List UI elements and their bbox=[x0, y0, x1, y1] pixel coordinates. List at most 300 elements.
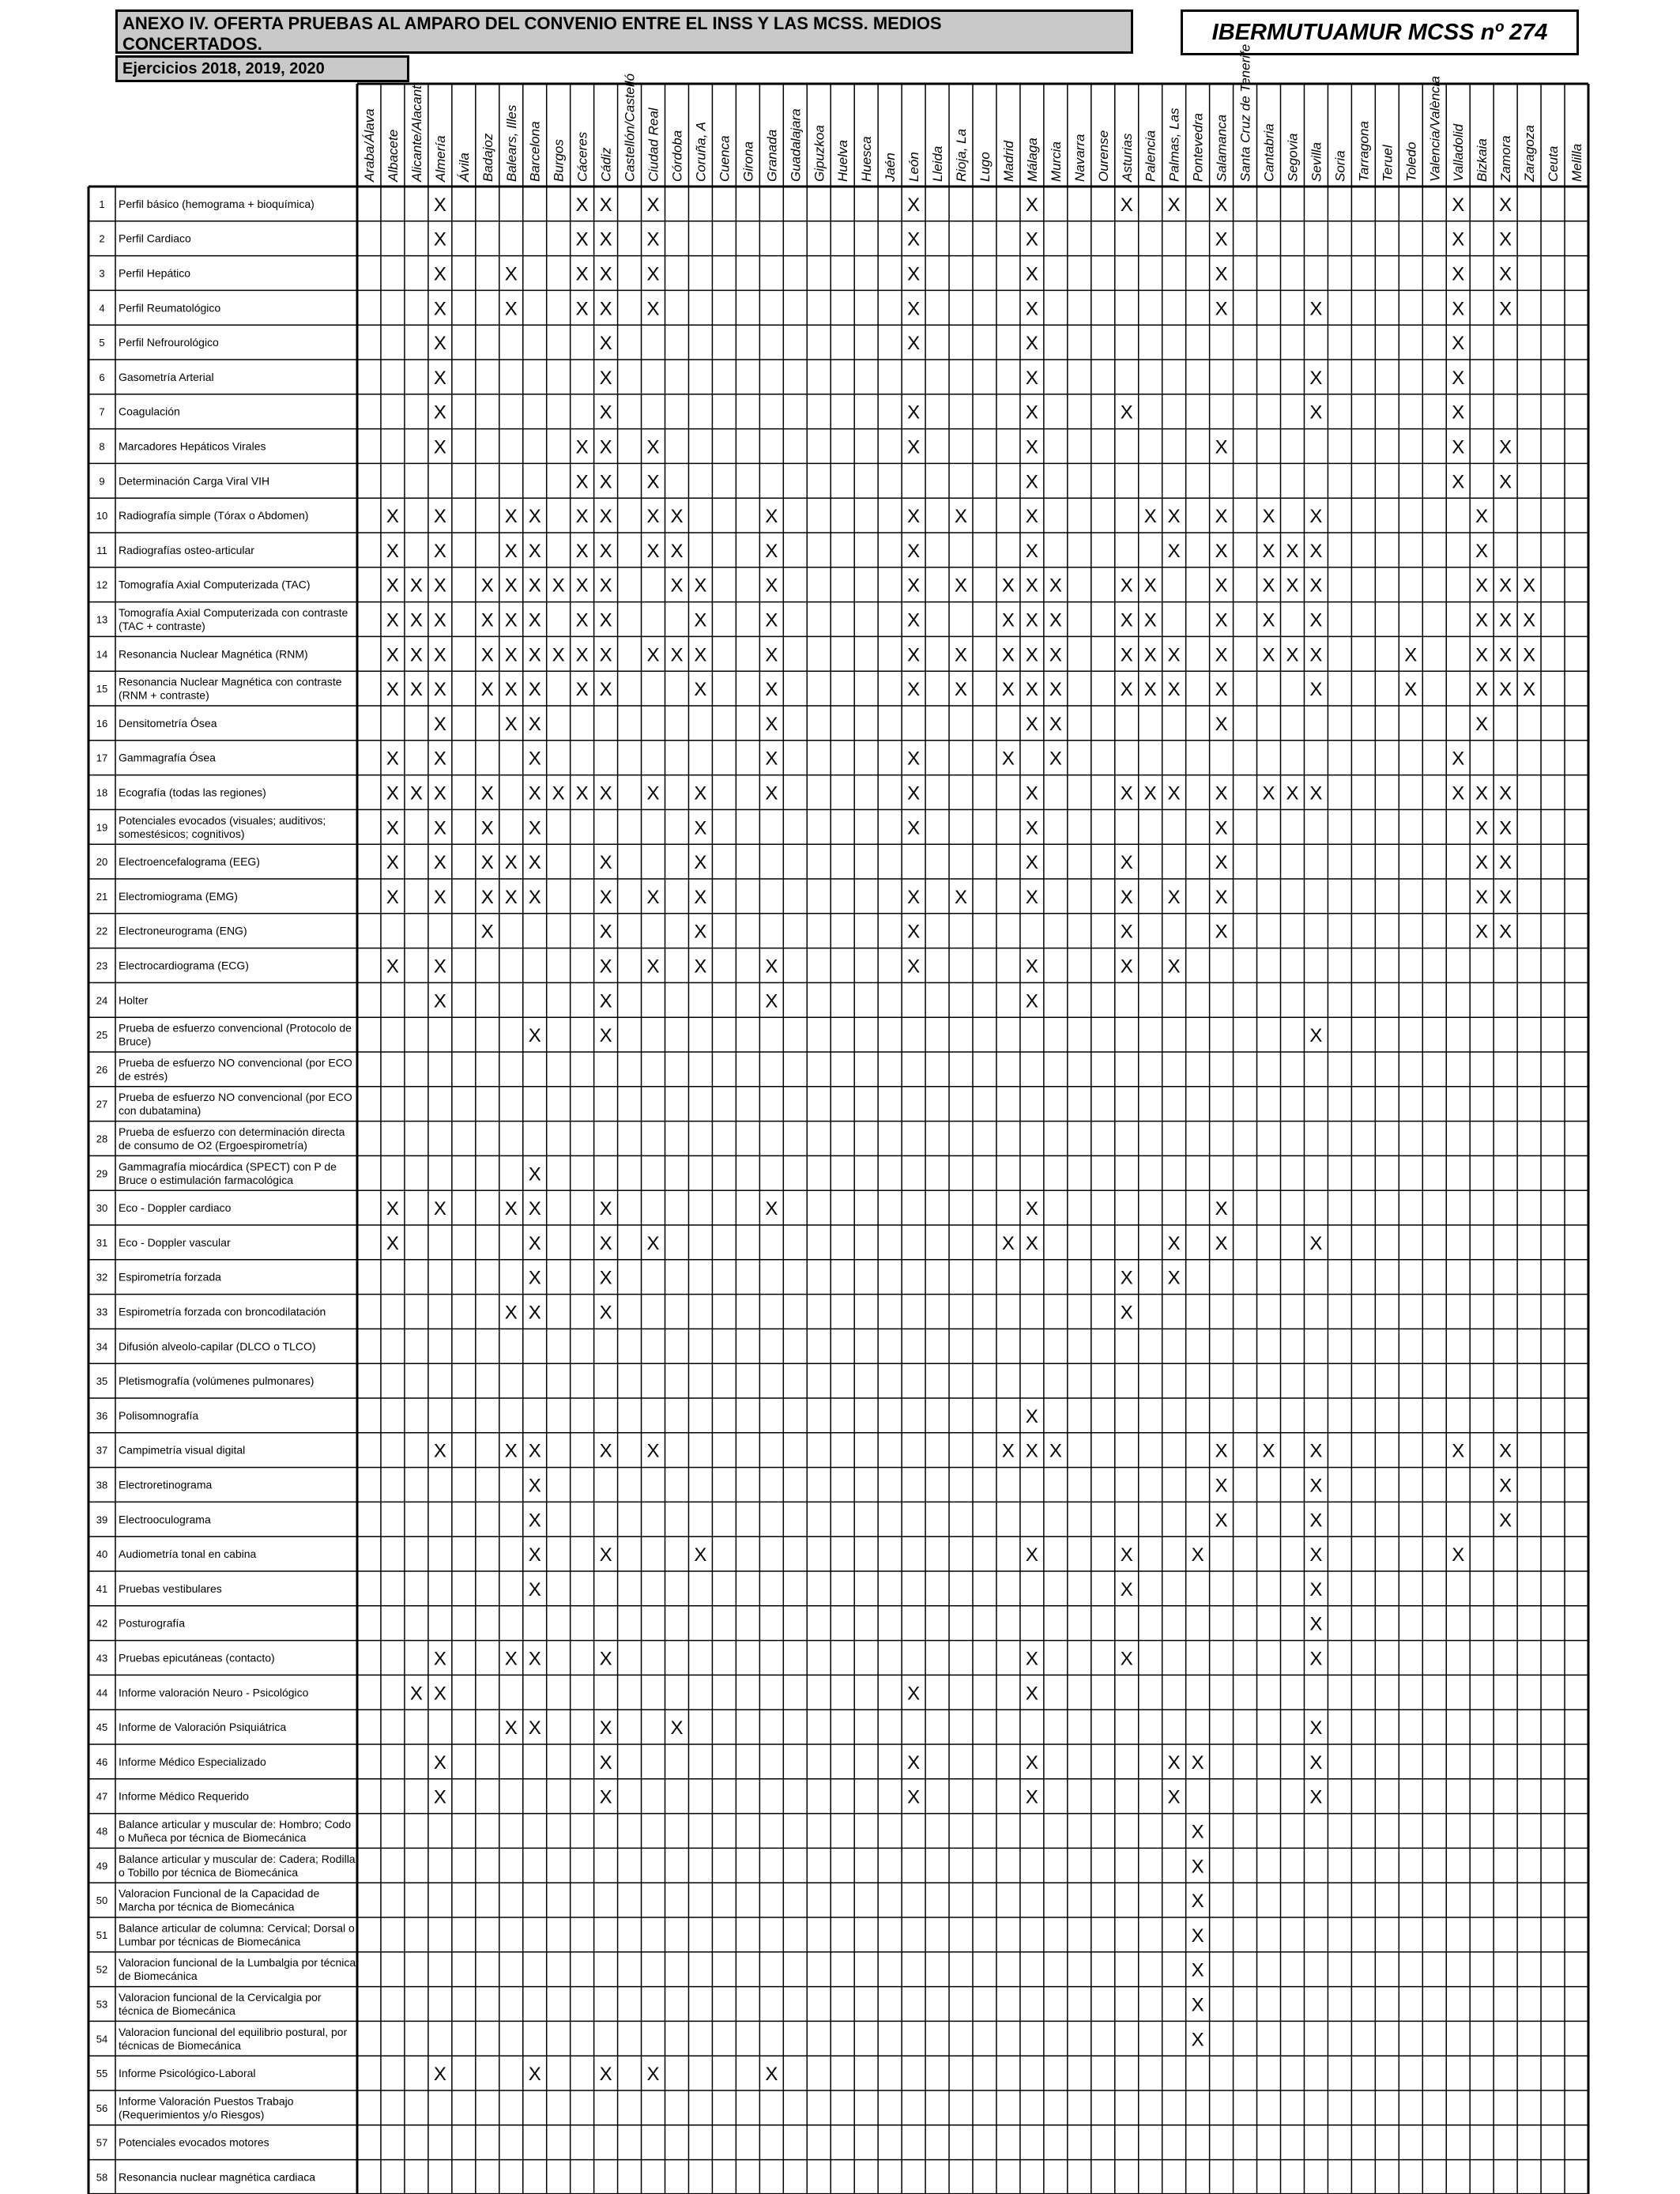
offer-mark: X bbox=[1309, 1232, 1323, 1254]
offer-mark: X bbox=[646, 436, 660, 458]
test-name: Resonancia Nuclear Magnética con contraste bbox=[119, 675, 342, 688]
offer-mark: X bbox=[528, 886, 541, 908]
row-number: 28 bbox=[96, 1133, 108, 1145]
offer-mark: X bbox=[1025, 1440, 1038, 1462]
offer-mark: X bbox=[1475, 817, 1489, 839]
offer-mark: X bbox=[1499, 886, 1512, 908]
offer-mark: X bbox=[1499, 1510, 1512, 1532]
offer-mark: X bbox=[480, 886, 494, 908]
province-header: Melilla bbox=[1569, 143, 1585, 182]
offer-mark: X bbox=[1167, 886, 1181, 908]
offer-mark: X bbox=[575, 471, 589, 493]
row-number: 55 bbox=[96, 2068, 108, 2080]
offer-mark: X bbox=[1025, 1198, 1038, 1220]
offer-mark: X bbox=[575, 436, 589, 458]
offer-mark: X bbox=[1191, 1856, 1204, 1878]
offer-mark: X bbox=[599, 2064, 612, 2086]
offer-mark: X bbox=[433, 609, 446, 631]
offer-mark: X bbox=[386, 748, 399, 770]
offer-mark: X bbox=[1452, 401, 1465, 424]
province-header: Gipuzkoa bbox=[812, 125, 827, 182]
test-name: Valoracion funcional del equilibrio postural, por bbox=[119, 2025, 348, 2038]
offer-mark: X bbox=[433, 1198, 446, 1220]
offer-mark: X bbox=[409, 644, 423, 666]
offer-mark: X bbox=[1191, 1544, 1204, 1566]
offer-mark: X bbox=[1025, 644, 1038, 666]
test-name: Gasometría Arterial bbox=[119, 370, 214, 383]
offer-mark: X bbox=[694, 679, 707, 701]
row-number: 49 bbox=[96, 1860, 108, 1872]
offer-mark: X bbox=[480, 679, 494, 701]
offer-mark: X bbox=[575, 609, 589, 631]
offer-mark: X bbox=[907, 436, 921, 458]
province-header: Girona bbox=[740, 141, 756, 182]
offer-mark: X bbox=[599, 782, 612, 805]
offer-mark: X bbox=[1215, 921, 1228, 943]
row-number: 44 bbox=[96, 1687, 108, 1699]
offer-mark: X bbox=[1120, 644, 1133, 666]
offer-mark: X bbox=[599, 1786, 612, 1808]
row-number: 41 bbox=[96, 1582, 108, 1595]
offer-mark: X bbox=[955, 575, 968, 597]
offer-mark: X bbox=[955, 506, 968, 528]
offer-mark: X bbox=[386, 852, 399, 874]
offer-mark: X bbox=[907, 1751, 921, 1774]
test-name: Balance articular de columna: Cervical; Dorsal o bbox=[119, 1921, 355, 1935]
offer-mark: X bbox=[1499, 194, 1512, 216]
province-header: Murcia bbox=[1048, 141, 1064, 182]
row-number: 27 bbox=[96, 1098, 108, 1110]
offer-mark: X bbox=[599, 609, 612, 631]
offer-mark: X bbox=[1191, 1751, 1204, 1774]
test-name: Perfil básico (hemograma + bioquímica) bbox=[119, 197, 315, 210]
offer-mark: X bbox=[409, 609, 423, 631]
test-name: Informe Médico Requerido bbox=[119, 1789, 249, 1803]
offer-mark: X bbox=[765, 782, 778, 805]
test-name: Valoracion funcional de la Cervicalgia por bbox=[119, 1991, 322, 2004]
test-name: Informe Psicológico-Laboral bbox=[119, 2067, 256, 2080]
offer-mark: X bbox=[1025, 506, 1038, 528]
offer-mark: X bbox=[1049, 679, 1062, 701]
offer-mark: X bbox=[480, 817, 494, 839]
province-header: Alicante/Alacant bbox=[409, 85, 424, 182]
offer-mark: X bbox=[1452, 367, 1465, 389]
offer-mark: X bbox=[1452, 263, 1465, 285]
offer-mark: X bbox=[386, 540, 399, 562]
offer-mark: X bbox=[386, 679, 399, 701]
offer-mark: X bbox=[433, 782, 446, 805]
offer-mark: X bbox=[907, 1683, 921, 1705]
offer-mark: X bbox=[1499, 852, 1512, 874]
test-name: Electroneurograma (ENG) bbox=[119, 924, 247, 937]
offer-mark: X bbox=[1309, 1786, 1323, 1808]
offer-mark: X bbox=[646, 298, 660, 320]
offer-mark: X bbox=[1120, 1578, 1133, 1600]
province-header: Zaragoza bbox=[1522, 125, 1538, 182]
row-number: 10 bbox=[96, 510, 108, 522]
offer-mark: X bbox=[599, 506, 612, 528]
offer-mark: X bbox=[433, 506, 446, 528]
offer-mark: X bbox=[433, 644, 446, 666]
offer-mark: X bbox=[1262, 644, 1275, 666]
offer-mark: X bbox=[1215, 609, 1228, 631]
offer-mark: X bbox=[1001, 609, 1015, 631]
offer-mark: X bbox=[480, 921, 494, 943]
offer-mark: X bbox=[1309, 1613, 1323, 1635]
offer-mark: X bbox=[765, 748, 778, 770]
offer-mark: X bbox=[694, 782, 707, 805]
offer-mark: X bbox=[1215, 1440, 1228, 1462]
test-name: Balance articular y muscular de: Cadera; Rodilla bbox=[119, 1852, 356, 1865]
row-number: 24 bbox=[96, 994, 108, 1007]
test-name: técnicas de Biomecánica bbox=[119, 2038, 241, 2052]
offer-mark: X bbox=[1309, 782, 1323, 805]
offer-mark: X bbox=[1025, 956, 1038, 978]
offer-mark: X bbox=[599, 436, 612, 458]
offer-mark: X bbox=[528, 1578, 541, 1600]
offer-mark: X bbox=[1309, 1510, 1323, 1532]
test-name: Tomografía Axial Computerizada (TAC) bbox=[119, 578, 311, 591]
province-header: Valladolid bbox=[1451, 123, 1467, 182]
test-name: Pruebas vestibulares bbox=[119, 1581, 222, 1595]
offer-mark: X bbox=[1025, 609, 1038, 631]
offer-mark: X bbox=[1286, 575, 1299, 597]
province-header: Córdoba bbox=[669, 130, 685, 182]
province-header: Salamanca bbox=[1214, 114, 1230, 182]
province-header: Ávila bbox=[456, 153, 472, 182]
row-number: 38 bbox=[96, 1479, 108, 1491]
test-name: Ecografía (todas las regiones) bbox=[119, 786, 266, 799]
row-number: 14 bbox=[96, 648, 108, 661]
row-number: 36 bbox=[96, 1409, 108, 1422]
test-name: o Muñeca por técnica de Biomecánica bbox=[119, 1831, 307, 1844]
offer-mark: X bbox=[1167, 194, 1181, 216]
offer-mark: X bbox=[646, 228, 660, 251]
offer-mark: X bbox=[1001, 679, 1015, 701]
offer-mark: X bbox=[528, 679, 541, 701]
row-number: 34 bbox=[96, 1340, 108, 1353]
offer-mark: X bbox=[646, 506, 660, 528]
offer-mark: X bbox=[1025, 263, 1038, 285]
offer-mark: X bbox=[1143, 575, 1157, 597]
offer-mark: X bbox=[1191, 2029, 1204, 2051]
province-header: Bizkaia bbox=[1475, 138, 1490, 182]
province-header: Santa Cruz de Tenerife bbox=[1237, 43, 1253, 182]
test-name: Pletismografía (volúmenes pulmonares) bbox=[119, 1374, 315, 1388]
offer-mark: X bbox=[386, 644, 399, 666]
test-name: Eco - Doppler cardiaco bbox=[119, 1201, 232, 1215]
offer-mark: X bbox=[1025, 471, 1038, 493]
offer-mark: X bbox=[575, 194, 589, 216]
test-name: Marcadores Hepáticos Virales bbox=[119, 439, 266, 453]
offer-mark: X bbox=[907, 782, 921, 805]
offer-mark: X bbox=[1215, 540, 1228, 562]
offer-mark: X bbox=[433, 575, 446, 597]
offer-mark: X bbox=[1452, 782, 1465, 805]
offer-mark: X bbox=[433, 817, 446, 839]
offer-mark: X bbox=[1191, 1821, 1204, 1843]
offer-mark: X bbox=[528, 1440, 541, 1462]
offer-mark: X bbox=[1025, 852, 1038, 874]
offer-mark: X bbox=[528, 1544, 541, 1566]
offer-mark: X bbox=[528, 817, 541, 839]
offer-mark: X bbox=[528, 852, 541, 874]
offer-mark: X bbox=[1309, 679, 1323, 701]
offer-mark: X bbox=[433, 713, 446, 735]
offer-mark: X bbox=[504, 1648, 518, 1670]
offer-mark: X bbox=[386, 1198, 399, 1220]
offer-mark: X bbox=[1167, 506, 1181, 528]
offer-mark: X bbox=[1523, 679, 1536, 701]
province-header: Toledo bbox=[1403, 141, 1419, 182]
offer-mark: X bbox=[670, 540, 684, 562]
province-header: Palmas, Las bbox=[1166, 107, 1182, 182]
test-name: Radiografías osteo-articular bbox=[119, 543, 254, 556]
offer-mark: X bbox=[1025, 1232, 1038, 1254]
offer-mark: X bbox=[1309, 609, 1323, 631]
test-name: Densitometría Ósea bbox=[119, 716, 217, 729]
offer-mark: X bbox=[907, 921, 921, 943]
offer-mark: X bbox=[528, 782, 541, 805]
offer-mark: X bbox=[1025, 1751, 1038, 1774]
offer-mark: X bbox=[1262, 609, 1275, 631]
province-header: Rioja, La bbox=[954, 128, 970, 182]
offer-mark: X bbox=[433, 194, 446, 216]
offer-mark: X bbox=[907, 506, 921, 528]
offer-mark: X bbox=[528, 540, 541, 562]
offer-mark: X bbox=[1309, 1544, 1323, 1566]
offer-mark: X bbox=[433, 263, 446, 285]
offer-mark: X bbox=[1215, 263, 1228, 285]
offer-mark: X bbox=[528, 1232, 541, 1254]
offer-mark: X bbox=[599, 1544, 612, 1566]
test-name: Polisomnografía bbox=[119, 1408, 199, 1422]
offer-mark: X bbox=[694, 852, 707, 874]
offer-mark: X bbox=[552, 782, 565, 805]
offer-mark: X bbox=[1120, 886, 1133, 908]
offer-mark: X bbox=[907, 194, 921, 216]
test-name: Electrooculograma bbox=[119, 1513, 211, 1526]
test-name: Potenciales evocados (visuales; auditivos; bbox=[119, 813, 326, 827]
offer-mark: X bbox=[694, 644, 707, 666]
offer-mark: X bbox=[1049, 644, 1062, 666]
offer-mark: X bbox=[765, 575, 778, 597]
province-header: Sevilla bbox=[1309, 141, 1324, 182]
row-number: 48 bbox=[96, 1825, 108, 1838]
row-number: 18 bbox=[96, 786, 108, 799]
offer-mark: X bbox=[1499, 921, 1512, 943]
offer-mark: X bbox=[1262, 1440, 1275, 1462]
offer-mark: X bbox=[646, 471, 660, 493]
province-header: Segovia bbox=[1285, 133, 1301, 182]
offer-mark: X bbox=[955, 644, 968, 666]
province-header: Málaga bbox=[1024, 138, 1040, 182]
offer-mark: X bbox=[694, 956, 707, 978]
offer-mark: X bbox=[1499, 298, 1512, 320]
offer-mark: X bbox=[694, 1544, 707, 1566]
province-header: León bbox=[906, 152, 922, 182]
row-number: 6 bbox=[99, 371, 105, 383]
offer-mark: X bbox=[1475, 852, 1489, 874]
row-number: 33 bbox=[96, 1306, 108, 1318]
test-name: de estrés) bbox=[119, 1069, 168, 1083]
offer-mark: X bbox=[1309, 298, 1323, 320]
offer-mark: X bbox=[504, 575, 518, 597]
offer-mark: X bbox=[409, 782, 423, 805]
offer-mark: X bbox=[1215, 436, 1228, 458]
offer-mark: X bbox=[646, 1440, 660, 1462]
offer-mark: X bbox=[765, 644, 778, 666]
row-number: 43 bbox=[96, 1652, 108, 1664]
offer-mark: X bbox=[694, 575, 707, 597]
offer-mark: X bbox=[694, 921, 707, 943]
offer-mark: X bbox=[386, 886, 399, 908]
offer-mark: X bbox=[599, 852, 612, 874]
offer-mark: X bbox=[1001, 644, 1015, 666]
offer-mark: X bbox=[1025, 990, 1038, 1012]
offer-mark: X bbox=[433, 990, 446, 1012]
offer-mark: X bbox=[1452, 333, 1465, 355]
test-name: Holter bbox=[119, 993, 149, 1007]
row-number: 13 bbox=[96, 613, 108, 626]
offer-mark: X bbox=[1452, 228, 1465, 251]
test-name: Campimetría visual digital bbox=[119, 1443, 246, 1457]
row-number: 17 bbox=[96, 752, 108, 764]
offer-mark: X bbox=[1215, 852, 1228, 874]
offer-mark: X bbox=[1025, 713, 1038, 735]
offer-mark: X bbox=[1286, 782, 1299, 805]
offer-mark: X bbox=[528, 506, 541, 528]
offer-mark: X bbox=[1452, 298, 1465, 320]
offer-mark: X bbox=[1309, 1648, 1323, 1670]
test-name: (TAC + contraste) bbox=[119, 620, 205, 632]
offer-mark: X bbox=[1120, 609, 1133, 631]
offer-mark: X bbox=[1262, 575, 1275, 597]
offer-mark: X bbox=[599, 921, 612, 943]
offer-mark: X bbox=[480, 609, 494, 631]
offer-mark: X bbox=[504, 1302, 518, 1324]
offer-mark: X bbox=[1215, 194, 1228, 216]
test-name: (RNM + contraste) bbox=[119, 688, 209, 702]
offer-mark: X bbox=[599, 990, 612, 1012]
offer-mark: X bbox=[1167, 782, 1181, 805]
offer-mark: X bbox=[1309, 1578, 1323, 1600]
offer-mark: X bbox=[1523, 609, 1536, 631]
test-name: de consumo de O2 (Ergoespirometría) bbox=[119, 1139, 307, 1152]
row-number: 21 bbox=[96, 890, 108, 903]
offer-mark: X bbox=[1499, 644, 1512, 666]
row-number: 32 bbox=[96, 1271, 108, 1284]
test-name: Pruebas epicutáneas (contacto) bbox=[119, 1651, 275, 1664]
offer-mark: X bbox=[1215, 782, 1228, 805]
row-number: 54 bbox=[96, 2033, 108, 2045]
offer-mark: X bbox=[907, 401, 921, 424]
offer-mark: X bbox=[575, 540, 589, 562]
province-header: Cádiz bbox=[598, 147, 614, 182]
offer-mark: X bbox=[907, 817, 921, 839]
offer-mark: X bbox=[1167, 1232, 1181, 1254]
offer-mark: X bbox=[575, 506, 589, 528]
offer-mark: X bbox=[433, 1440, 446, 1462]
test-name: Perfil Nefrourológico bbox=[119, 336, 219, 349]
offer-mark: X bbox=[1215, 817, 1228, 839]
offer-mark: X bbox=[433, 886, 446, 908]
row-number: 2 bbox=[99, 232, 105, 245]
offer-mark: X bbox=[504, 713, 518, 735]
province-header: Guadalajara bbox=[788, 108, 804, 182]
row-number: 45 bbox=[96, 1721, 108, 1734]
offer-mark: X bbox=[907, 679, 921, 701]
offer-mark: X bbox=[575, 644, 589, 666]
province-header: Coruña, A bbox=[693, 122, 709, 182]
test-name: Valoracion funcional de la Lumbalgia por técnica bbox=[119, 1956, 356, 1970]
offer-mark: X bbox=[1025, 1786, 1038, 1808]
offer-mark: X bbox=[504, 298, 518, 320]
offer-mark: X bbox=[1025, 194, 1038, 216]
offer-mark: X bbox=[1499, 575, 1512, 597]
offer-mark: X bbox=[765, 1198, 778, 1220]
offer-mark: X bbox=[907, 540, 921, 562]
offer-mark: X bbox=[599, 886, 612, 908]
offer-mark: X bbox=[1167, 679, 1181, 701]
test-name: Gammagrafía miocárdica (SPECT) con P de bbox=[119, 1159, 337, 1173]
offer-mark: X bbox=[1120, 956, 1133, 978]
row-number: 26 bbox=[96, 1063, 108, 1076]
offer-mark: X bbox=[1475, 713, 1489, 735]
province-header: Palencia bbox=[1143, 130, 1158, 182]
offer-mark: X bbox=[765, 713, 778, 735]
offer-mark: X bbox=[1215, 575, 1228, 597]
offer-mark: X bbox=[599, 540, 612, 562]
title-line-2: CONCERTADOS. bbox=[122, 34, 262, 54]
province-header: Cantabria bbox=[1261, 123, 1277, 182]
offer-mark: X bbox=[504, 1717, 518, 1740]
offer-mark: X bbox=[504, 506, 518, 528]
offer-mark: X bbox=[1215, 1475, 1228, 1497]
offer-mark: X bbox=[386, 506, 399, 528]
offer-mark: X bbox=[575, 263, 589, 285]
offer-mark: X bbox=[528, 2064, 541, 2086]
offer-mark: X bbox=[1167, 540, 1181, 562]
row-number: 57 bbox=[96, 2136, 108, 2149]
offer-mark: X bbox=[433, 1786, 446, 1808]
test-name: con dubatamina) bbox=[119, 1104, 202, 1118]
offer-mark: X bbox=[386, 817, 399, 839]
offer-mark: X bbox=[1167, 1267, 1181, 1289]
test-name: Marcha por técnica de Biomecánica bbox=[119, 1900, 295, 1913]
title-line-1: ANEXO IV. OFERTA PRUEBAS AL AMPARO DEL CONVENIO ENTRE EL INSS Y LAS MCSS. MEDIOS bbox=[122, 13, 942, 33]
test-name: Valoracion Funcional de la Capacidad de bbox=[119, 1887, 320, 1900]
offer-mark: X bbox=[575, 298, 589, 320]
row-number: 50 bbox=[96, 1894, 108, 1907]
offer-mark: X bbox=[575, 782, 589, 805]
offer-mark: X bbox=[670, 506, 684, 528]
test-name: Lumbar por técnicas de Biomecánica bbox=[119, 1935, 301, 1948]
offer-mark: X bbox=[1262, 782, 1275, 805]
offer-mark: X bbox=[1309, 506, 1323, 528]
province-header: Ourense bbox=[1095, 130, 1111, 182]
offer-mark: X bbox=[1499, 1440, 1512, 1462]
offer-mark: X bbox=[1025, 817, 1038, 839]
offer-mark: X bbox=[504, 679, 518, 701]
offer-mark: X bbox=[1120, 1302, 1133, 1324]
offer-mark: X bbox=[1025, 333, 1038, 355]
test-name: Prueba de esfuerzo NO convencional (por ECO bbox=[119, 1056, 352, 1069]
offer-mark: X bbox=[907, 609, 921, 631]
offer-mark: X bbox=[1191, 1891, 1204, 1913]
test-name: Electrocardiograma (ECG) bbox=[119, 959, 249, 972]
offer-mark: X bbox=[504, 852, 518, 874]
